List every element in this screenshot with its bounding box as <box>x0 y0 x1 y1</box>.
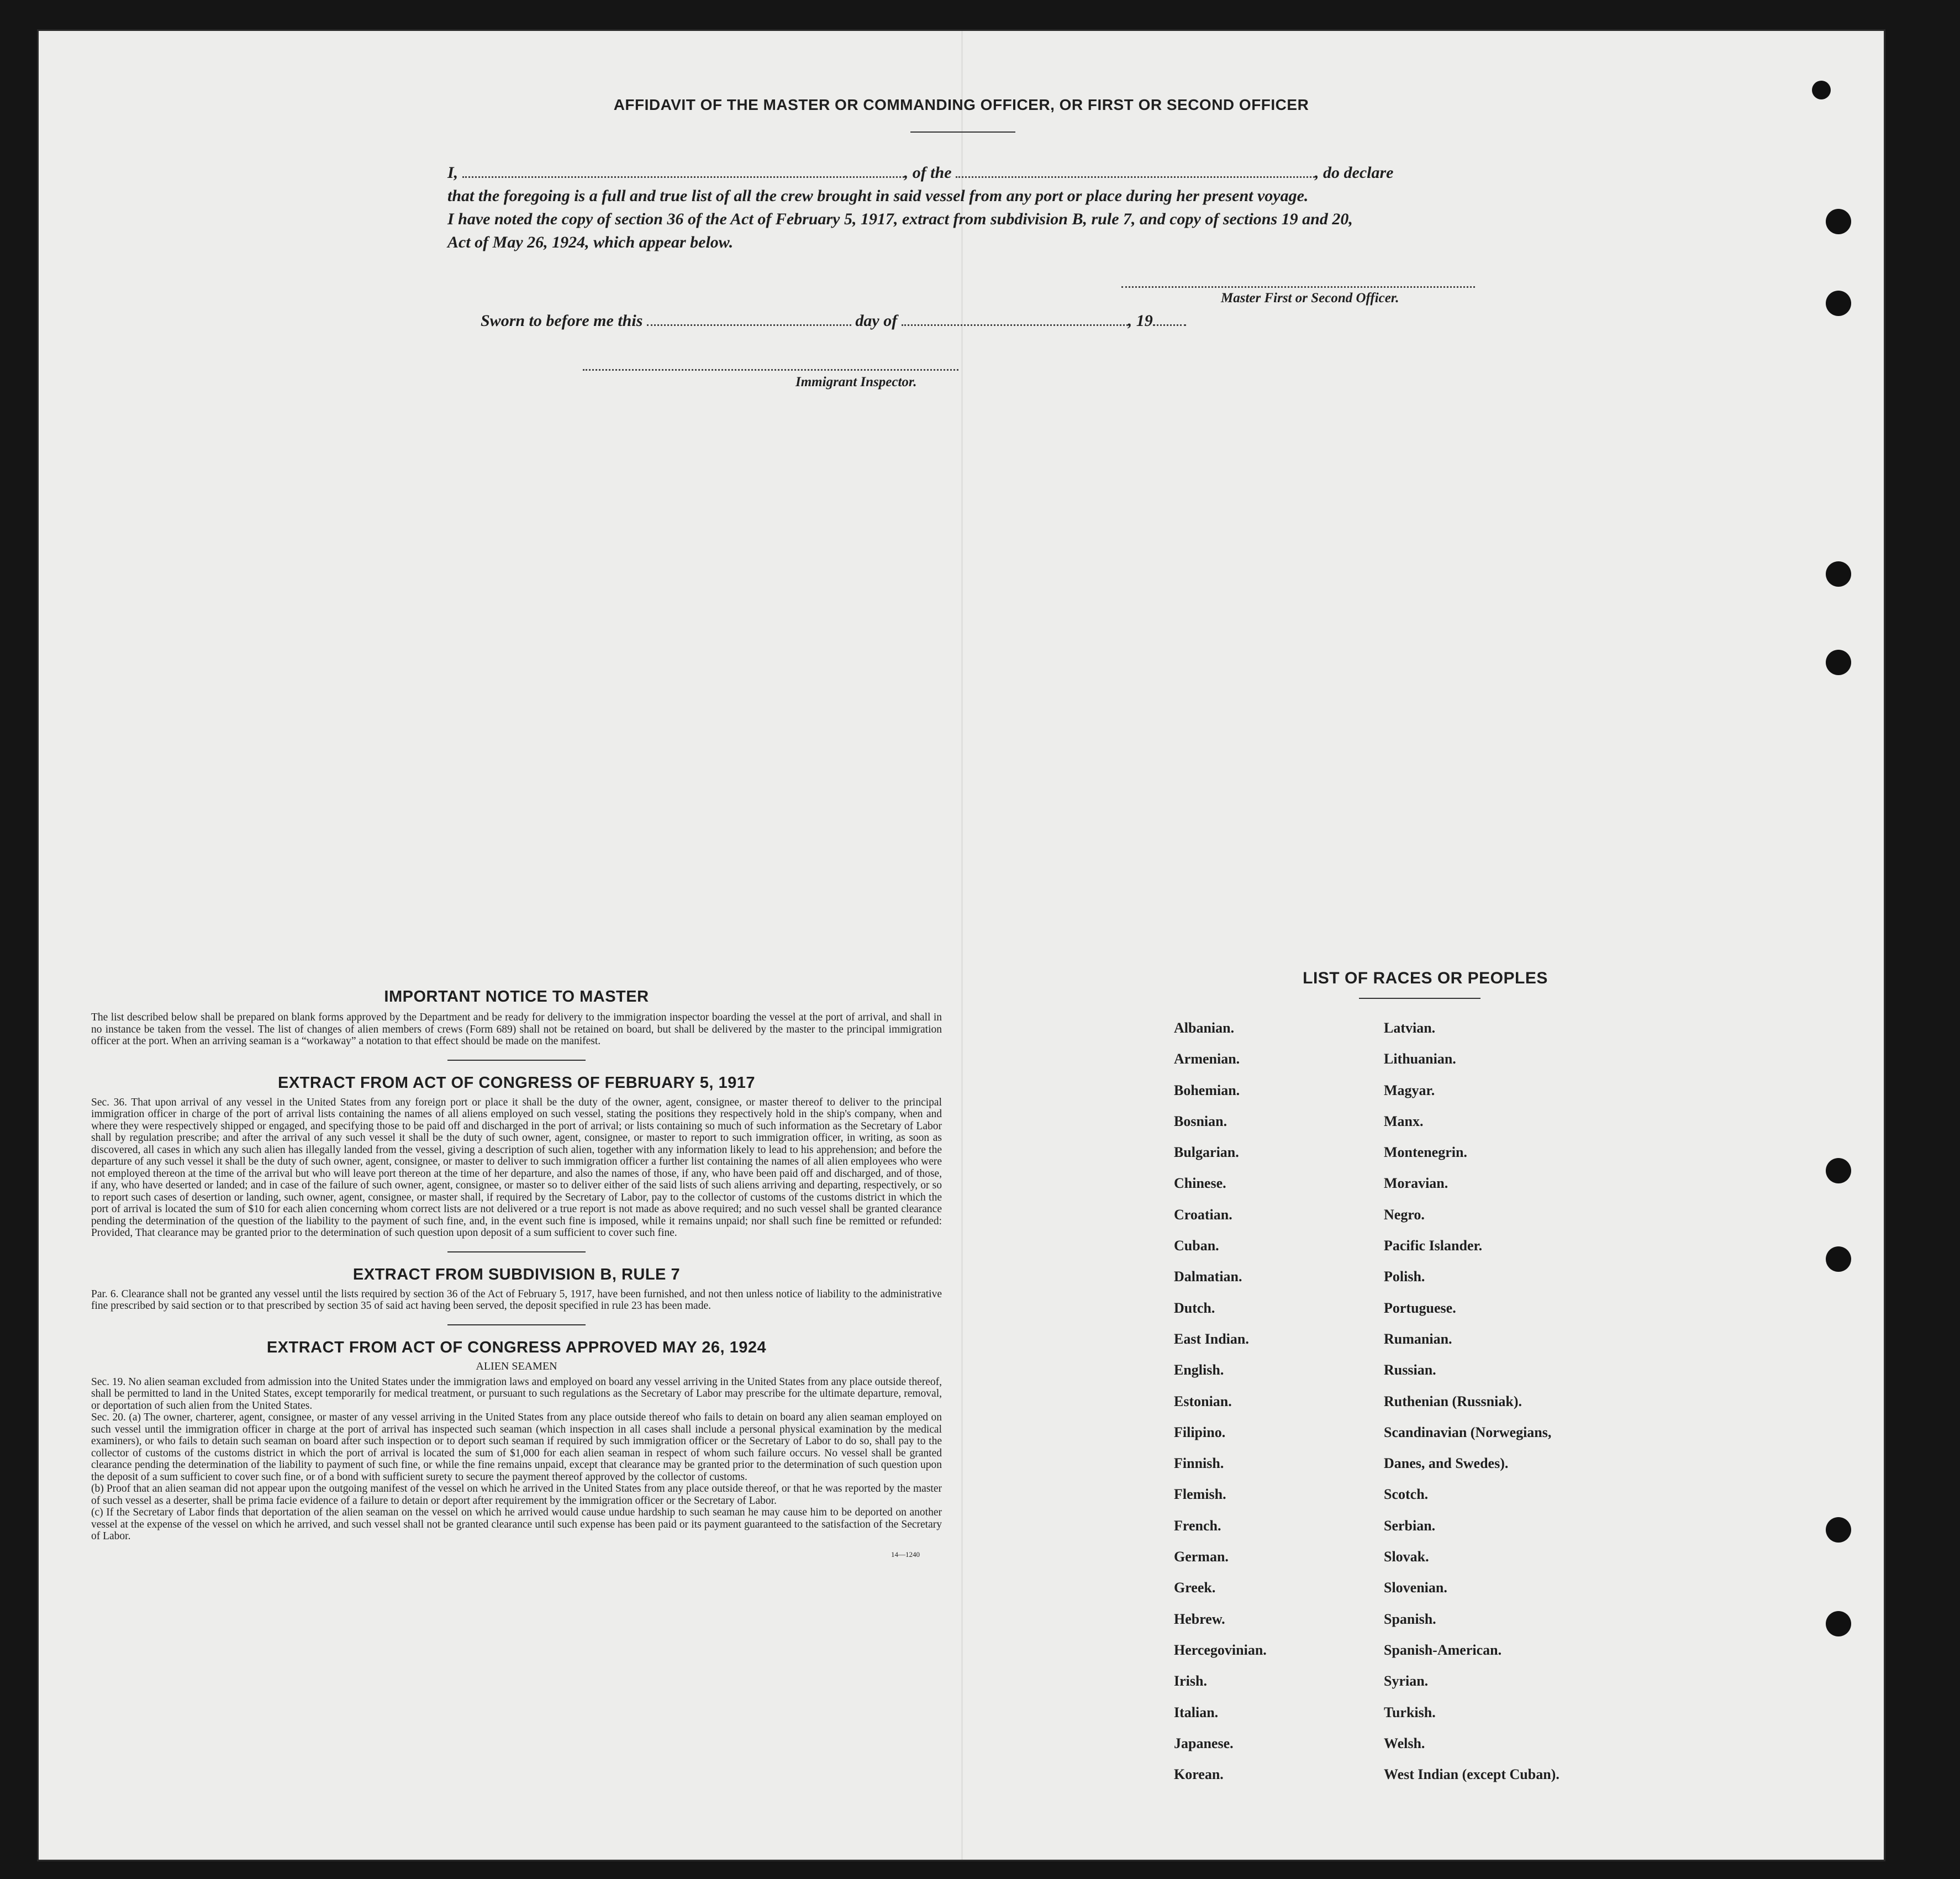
race-item: Flemish. <box>1174 1486 1226 1503</box>
rule7-title: EXTRACT FROM SUBDIVISION B, RULE 7 <box>352 1265 681 1283</box>
race-item: Hebrew. <box>1174 1610 1225 1627</box>
affidavit-line1-mid: , of the <box>904 164 952 182</box>
race-item: Slovenian. <box>1384 1580 1447 1596</box>
race-item: Spanish-American. <box>1384 1641 1502 1658</box>
extract-1917-body: Sec. 36. That upon arrival of any vessel in the United States from any foreign port or place it shall be the duty of the owner, agent, consignee, or master thereof to deliver to the principal immigration officer in charge of the port of arrival lists containing the names of all aliens employed on such vessel, stating the positions they respectively hold in the ship's company, when and where they were respectively shipped or engaged, and specifying those to be paid off and discharged in the port of arrival; or lists containing so much of such information as the Secretary of Labor shall by regulation prescribe; and after the arrival of any such vessel it shall be the duty of such owner, agent, consignee, or master to report to such immigration officer, in writing, as soon as discovered, all cases in which any such alien has illegally landed from the vessel, giving a description of such alien, together with any information likely to lead to his apprehension; and before the departure of any such vessel it shall be the duty of such owner, agent, consignee, or master to deliver to such immigration officer a further list containing the names of all alien employees who were not employed thereon at the time of the arrival but who will leave port thereon at the time of her departure, and also the names of those, if any, who have been paid off and discharged, and of those, if any, who have deserted or landed; and in case of the failure of such owner, agent, consignee, or master so to deliver either of the said lists of such aliens arriving and departing, respectively, or so to report such cases of desertion or landing, such owner, agent, consignee, or master shall, if required by the Secretary of Labor, pay to the collector of customs of the customs district in which the port of arrival is located the sum of $10 for each alien concerning whom correct lists are not delivered or a true report is not made as above required; and no such vessel shall be granted clearance pending the determination of the question of the liability to the payment of such fine, and, in the event such fine is imposed, while it remains unpaid; nor shall such fine be remitted or refunded: Provided, That clearance may be granted prior to the determination of such question upon deposit of a sum sufficient to cover such fine. <box>91 1096 942 1239</box>
notice-body: The list described below shall be prepared on blank forms approved by the Department and be ready for delivery to the immigration inspector boarding the vessel at the port of arrival, and shall in no instance be taken from the vessel. The list of changes of alien members of crews (Form 689) shall not be retained on board, but shall be delivered by the master to the principal immigration officer at the port. When an arriving seaman is a “workaway” a notation to that effect should be made on the manifest. <box>91 1012 942 1047</box>
race-item: Danes, and Swedes). <box>1384 1455 1509 1472</box>
race-item: Spanish. <box>1384 1610 1436 1627</box>
race-item: West Indian (except Cuban). <box>1384 1766 1559 1783</box>
race-item: Polish. <box>1384 1269 1425 1285</box>
race-item: Negro. <box>1384 1206 1425 1223</box>
punch-hole <box>1826 1246 1851 1272</box>
section-rule <box>447 1251 586 1252</box>
race-item: Welsh. <box>1384 1735 1425 1751</box>
races-right-column <box>1384 1020 1559 1797</box>
punch-hole <box>1826 291 1851 316</box>
sworn-day-label: day of <box>855 312 898 330</box>
punch-hole <box>1826 1158 1851 1183</box>
title-rule <box>910 131 1015 133</box>
race-item: Dalmatian. <box>1174 1269 1242 1285</box>
race-item: Syrian. <box>1384 1673 1429 1689</box>
race-item: Scandinavian (Norwegians, <box>1384 1424 1552 1440</box>
race-item: Montenegrin. <box>1384 1144 1467 1161</box>
race-item: Moravian. <box>1384 1175 1448 1192</box>
race-item: French. <box>1174 1517 1221 1534</box>
document-page <box>39 31 1884 1860</box>
race-item: Scotch. <box>1384 1486 1429 1503</box>
sworn-day-field[interactable] <box>647 324 851 326</box>
race-item: Italian. <box>1174 1704 1219 1720</box>
extract-1924-title: EXTRACT FROM ACT OF CONGRESS APPROVED MAY 26, 1924 <box>266 1338 767 1356</box>
page-fold <box>961 31 963 1860</box>
affidavit-line3: I have noted the copy of section 36 of the Act of February 5, 1917, extract from subdivision B, rule 7, and copy of sections 19 and 20, <box>447 210 1353 228</box>
punch-hole <box>1826 1611 1851 1636</box>
notice-title: IMPORTANT NOTICE TO MASTER <box>384 988 649 1006</box>
race-item: Greek. <box>1174 1580 1216 1596</box>
race-item: Magyar. <box>1384 1082 1435 1098</box>
race-item: Japanese. <box>1174 1735 1234 1751</box>
punch-hole <box>1826 650 1851 675</box>
sec20a-body: Sec. 20. (a) The owner, charterer, agent, consignee, or master of any vessel arriving in the United States from any place outside thereof who fails to detain on board any alien seaman employed on such vessel until the immigration officer in charge at the port of arrival has inspected such seaman (which inspection in all cases shall include a personal physical examination by the medical examiners), or who fails to detain such seaman on board after such inspection or to deport such seaman if required by such immigration officer or the Secretary of Labor to do so, shall pay to the collector of customs of the customs district in which the port of arrival is located the sum of $1,000 for each alien seaman in respect of whom such failure occurs. No vessel shall be granted clearance pending the determination of the liability to payment of such fine, or while the fine remains unpaid, except that clearance may be granted prior to the determination of such question upon the deposit of a sum sufficient to cover such fine, or of a bond with sufficient surety to secure the payment thereof approved by the collector of customs. <box>91 1412 942 1483</box>
race-item: Lithuanian. <box>1384 1051 1456 1067</box>
section-rule <box>447 1324 586 1325</box>
extract-1917-title: EXTRACT FROM ACT OF CONGRESS OF FEBRUARY 5, 1917 <box>277 1073 756 1092</box>
vessel-name-field[interactable] <box>956 176 1315 178</box>
race-item: Serbian. <box>1384 1517 1436 1534</box>
race-item: Hercegovinian. <box>1174 1641 1267 1658</box>
race-item: East Indian. <box>1174 1330 1249 1347</box>
race-item: Bulgarian. <box>1174 1144 1239 1161</box>
race-item: Korean. <box>1174 1766 1224 1783</box>
affidavit-declaration <box>447 161 1530 254</box>
sworn-year-field[interactable] <box>1153 324 1186 326</box>
affidavit-title: AFFIDAVIT OF THE MASTER OR COMMANDING OFFICER, OR FIRST OR SECOND OFFICER <box>613 96 1309 113</box>
punch-hole <box>1826 561 1851 587</box>
race-item: Dutch. <box>1174 1299 1215 1316</box>
race-item: Manx. <box>1384 1113 1424 1129</box>
race-item: Pacific Islander. <box>1384 1238 1483 1254</box>
inspector-signature-label: Immigrant Inspector. <box>795 375 917 390</box>
sworn-line <box>481 312 1186 330</box>
race-item: Estonian. <box>1174 1393 1232 1409</box>
sworn-year-label: , 19 <box>1127 312 1153 330</box>
race-item: Bohemian. <box>1174 1082 1240 1098</box>
races-title-rule <box>1359 998 1480 999</box>
race-item: Slovak. <box>1384 1549 1429 1565</box>
sec20c-body: (c) If the Secretary of Labor finds that deportation of the alien seaman on the vessel on which he arrived would cause undue hardship to such seaman he may cause him to be deported on another vessel at the expense of the vessel on which he arrived, and such vessel shall not be granted clearance until such expense has been paid or its payment guaranteed to the satisfaction of the Secretary of Labor. <box>91 1507 942 1542</box>
rule7-body: Par. 6. Clearance shall not be granted any vessel until the lists required by section 36 of the Act of February 5, 1917, have been furnished, and not then unless notice of liability to the administrative fine prescribed by said section or to that prescribed by section 35 of said act having been served, the deposit specified in rule 23 has been made. <box>91 1288 942 1312</box>
race-item: Rumanian. <box>1384 1330 1452 1347</box>
form-number: 14—1240 <box>891 1550 920 1559</box>
affidavit-line4: Act of May 26, 1924, which appear below. <box>447 233 734 251</box>
race-item: Bosnian. <box>1174 1113 1227 1129</box>
affidavit-line2: that the foregoing is a full and true list of all the crew brought in said vessel from any port or place during her present voyage. <box>447 187 1309 205</box>
race-item: Latvian. <box>1384 1020 1436 1036</box>
master-signature-field[interactable] <box>1121 286 1475 288</box>
race-item: Filipino. <box>1174 1424 1226 1440</box>
affidavit-line1-start: I, <box>447 164 459 182</box>
race-item: Turkish. <box>1384 1704 1436 1720</box>
affidavit-line1-end: , do declare <box>1315 164 1394 182</box>
race-item: Ruthenian (Russniak). <box>1384 1393 1522 1409</box>
race-item: Armenian. <box>1174 1051 1240 1067</box>
master-signature-label: Master First or Second Officer. <box>1221 291 1399 306</box>
race-item: Russian. <box>1384 1362 1436 1378</box>
race-item: Irish. <box>1174 1673 1207 1689</box>
punch-hole <box>1826 209 1851 234</box>
section-rule <box>447 1060 586 1061</box>
race-item: German. <box>1174 1549 1229 1565</box>
race-item: English. <box>1174 1362 1224 1378</box>
alien-seamen-subtitle: ALIEN SEAMEN <box>476 1360 557 1372</box>
sec19-body: Sec. 19. No alien seaman excluded from admission into the United States under the immigration laws and employed on board any vessel arriving in the United States from any place outside thereof, shall be permitted to land in the United States, except temporarily for medical treatment, or pursuant to such regulations as the Secretary of Labor may prescribe for the ultimate departure, removal, or deportation of such alien from the United States. <box>91 1376 942 1412</box>
race-item: Cuban. <box>1174 1238 1219 1254</box>
punch-hole <box>1826 1517 1851 1543</box>
races-title: LIST OF RACES OR PEOPLES <box>1303 969 1548 987</box>
race-item: Chinese. <box>1174 1175 1226 1192</box>
sec20b-body: (b) Proof that an alien seaman did not appear upon the outgoing manifest of the vessel on which he arrived in the United States from any place outside thereof, or that he was reported by the master of such vessel as a deserter, shall be prima facie evidence of a failure to detain or deport after requirement by the immigration officer or the Secretary of Labor. <box>91 1483 942 1507</box>
sworn-label: Sworn to before me this <box>481 312 643 330</box>
race-item: Croatian. <box>1174 1206 1232 1223</box>
races-left-column <box>1174 1020 1267 1797</box>
race-item: Portuguese. <box>1384 1299 1456 1316</box>
race-item: Albanian. <box>1174 1020 1235 1036</box>
race-item: Finnish. <box>1174 1455 1224 1472</box>
sworn-month-field[interactable] <box>902 324 1128 326</box>
inspector-signature-field[interactable] <box>583 369 958 371</box>
notices-column <box>91 988 942 1559</box>
master-name-field[interactable] <box>462 176 904 178</box>
